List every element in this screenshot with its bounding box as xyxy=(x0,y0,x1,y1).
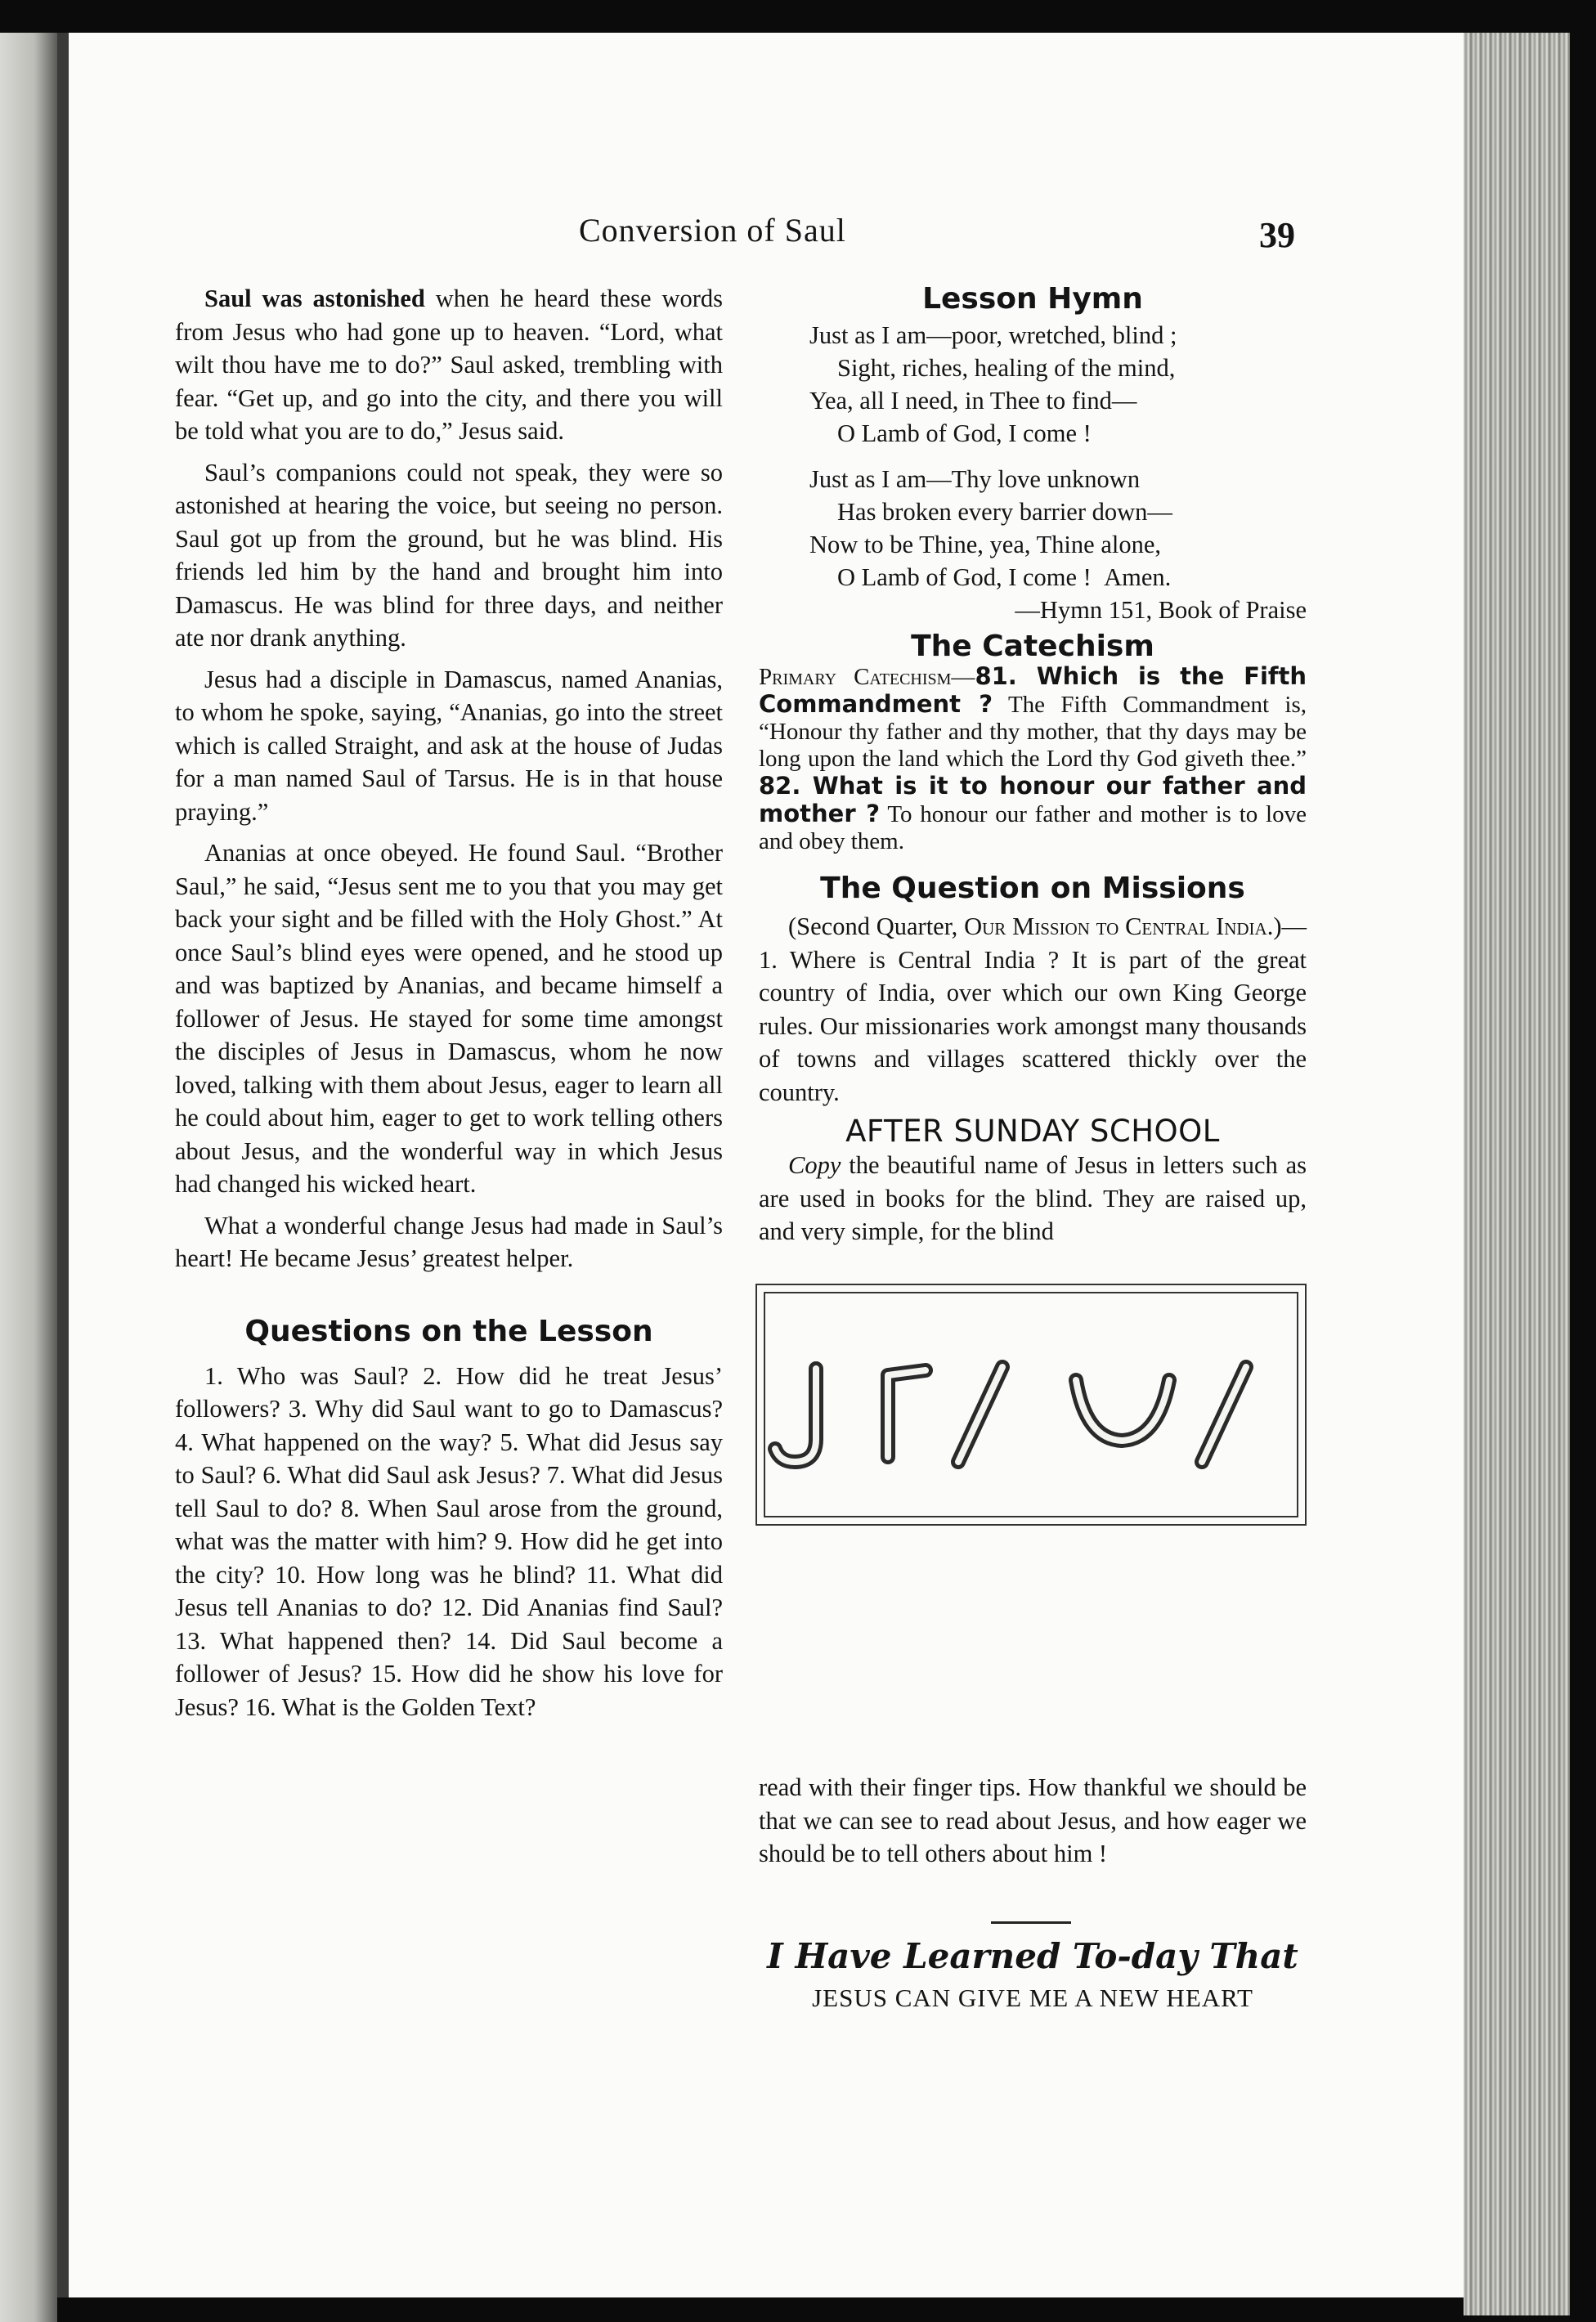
catechism-heading: The Catechism xyxy=(911,630,1154,663)
right-column xyxy=(759,282,1307,1248)
hymn-line: Now to be Thine, yea, Thine alone, xyxy=(809,531,1161,558)
running-head: Conversion of Saul xyxy=(579,212,846,249)
raised-letter-e xyxy=(888,1370,926,1457)
catechism-answer-81: The Fifth Commandment is, “Honour thy father and thy mother, that thy days may be long upon the land which the Lord thy God giveth thee.” xyxy=(759,692,1307,772)
learned-today-title: I Have Learned To-day That xyxy=(767,1936,1298,1976)
catechism-question-81: 81. Which is the Fifth Commandment ? xyxy=(759,662,1307,718)
raised-letter-s xyxy=(958,1367,1002,1462)
raised-letter-j xyxy=(775,1369,816,1462)
learned-today-statement: JESUS CAN GIVE ME A NEW HEART xyxy=(812,1984,1253,2012)
story-paragraph-1 xyxy=(175,282,723,448)
story-paragraph-5: What a wonderful change Jesus had made in Saul’s heart! He became Jesus’ greatest helper. xyxy=(175,1211,723,1272)
after-school-continuation xyxy=(759,1771,1307,1871)
missions-body: .)—1. Where is Central India ? It is part of the great country of India, over which our own King George rules. Our missionaries work amongst many thousands of towns and villages scattered thickly over the country. xyxy=(759,912,1307,1106)
catechism-text xyxy=(759,663,1307,855)
after-school-heading: AFTER SUNDAY SCHOOL xyxy=(845,1114,1220,1149)
raised-letter-u xyxy=(1076,1380,1169,1441)
hymn-stanza-2 xyxy=(759,463,1307,594)
story-paragraph-3: Jesus had a disciple in Damascus, named Ananias, to whom he spoke, saying, “Ananias, go into the street which is called Straight, and ask at the house of Judas for a man named Saul of Tarsus. He is in that house praying.” xyxy=(175,665,723,826)
catechism-question-82: 82. What is it to honour our father and mother ? xyxy=(759,772,1307,827)
story-p1-text: when he heard these words from Jesus who had gone up to heaven. “Lord, what wilt thou have me to do?” Saul asked, trembling with fear. “Get up, and go into the city, and there you will be told what you are to do,” Jesus said. xyxy=(175,285,723,445)
hymn-line: Yea, all I need, in Thee to find— xyxy=(809,387,1137,415)
raised-letter-s-2 xyxy=(1202,1367,1246,1462)
left-page-edge xyxy=(0,33,57,2322)
page-edge-stack xyxy=(1464,33,1570,2315)
hymn-line: Just as I am—poor, wretched, blind ; xyxy=(809,321,1177,349)
copy-word: Copy xyxy=(788,1151,841,1179)
missions-heading: The Question on Missions xyxy=(820,872,1245,905)
hymn-line: O Lamb of God, I come ! xyxy=(837,419,1092,447)
questions-heading: Questions on the Lesson xyxy=(244,1314,653,1348)
story-paragraph-2: Saul’s companions could not speak, they were so astonished at hearing the voice, but seeing no person. Saul got up from the ground, but he was blind. His friends led him by the hand and brought him into Damascus. He was blind for three days, and neither ate nor drank anything. xyxy=(175,458,723,652)
hymn-line: Has broken every barrier down— xyxy=(837,498,1172,526)
catechism-answer-82: To honour our father and mother is to love and obey them. xyxy=(759,801,1307,854)
after-school-text-2: read with their finger tips. How thankful we should be that we can see to read about Jesus, and how eager we should be to tell others about him ! xyxy=(759,1773,1307,1867)
raised-jesus-letters xyxy=(765,1293,1300,1519)
catechism-label: Primary Catechism— xyxy=(759,664,975,690)
hymn-line: O Lamb of God, I come ! Amen. xyxy=(837,563,1172,591)
after-school-text xyxy=(759,1149,1307,1248)
hymn-stanza-1 xyxy=(759,319,1307,450)
hymn-line: Just as I am—Thy love unknown xyxy=(809,465,1141,493)
left-column xyxy=(175,282,723,1724)
missions-text xyxy=(759,910,1307,1109)
after-school-body: the beautiful name of Jesus in letters such as are used in books for the blind. They are raised up, and very simple, for the blind xyxy=(759,1151,1307,1245)
story-opening-bold: Saul was astonished xyxy=(204,285,425,312)
hymn-heading: Lesson Hymn xyxy=(922,282,1143,316)
questions-text: 1. Who was Saul? 2. How did he treat Jesus’ followers? 3. Why did Saul want to go to Damascus? 4. What happened on the way? 5. What did Jesus say to Saul? 6. What did Saul ask Jesus? 7. What did Jesus tell Saul to do? 8. When Saul arose from the ground, what was the matter with him? 9. How did he get into the city? 10. How long was he blind? 11. What did Jesus tell Ananias to do? 12. Did Ananias find Saul? 13. What happened then? 14. Did Saul become a follower of Jesus? 15. How did he show his love for Jesus? 16. What is the Golden Text? xyxy=(175,1361,723,1721)
section-divider xyxy=(991,1921,1071,1924)
page-number: 39 xyxy=(1259,215,1295,255)
raised-letters-illustration xyxy=(755,1284,1307,1526)
story-paragraph-4: Ananias at once obeyed. He found Saul. “Brother Saul,” he said, “Jesus sent me to you that you may get back your sight and be filled with the Holy Ghost.” At once Saul’s blind eyes were opened, and he stood up and was baptized by Ananias, and became himself a follower of Jesus. He stayed for some time amongst the disciples of Jesus in Damascus, whom he now loved, talking with them about Jesus, eager to learn all he could about him, eager to get to work telling others about Jesus, and the wonderful way in which Jesus had changed his wicked heart. xyxy=(175,839,723,1198)
hymn-credit: —Hymn 151, Book of Praise xyxy=(1015,596,1307,624)
missions-series: Our Mission to Central India xyxy=(964,912,1267,940)
hymn-line: Sight, riches, healing of the mind, xyxy=(837,354,1176,382)
missions-lead: (Second Quarter, xyxy=(788,912,965,940)
